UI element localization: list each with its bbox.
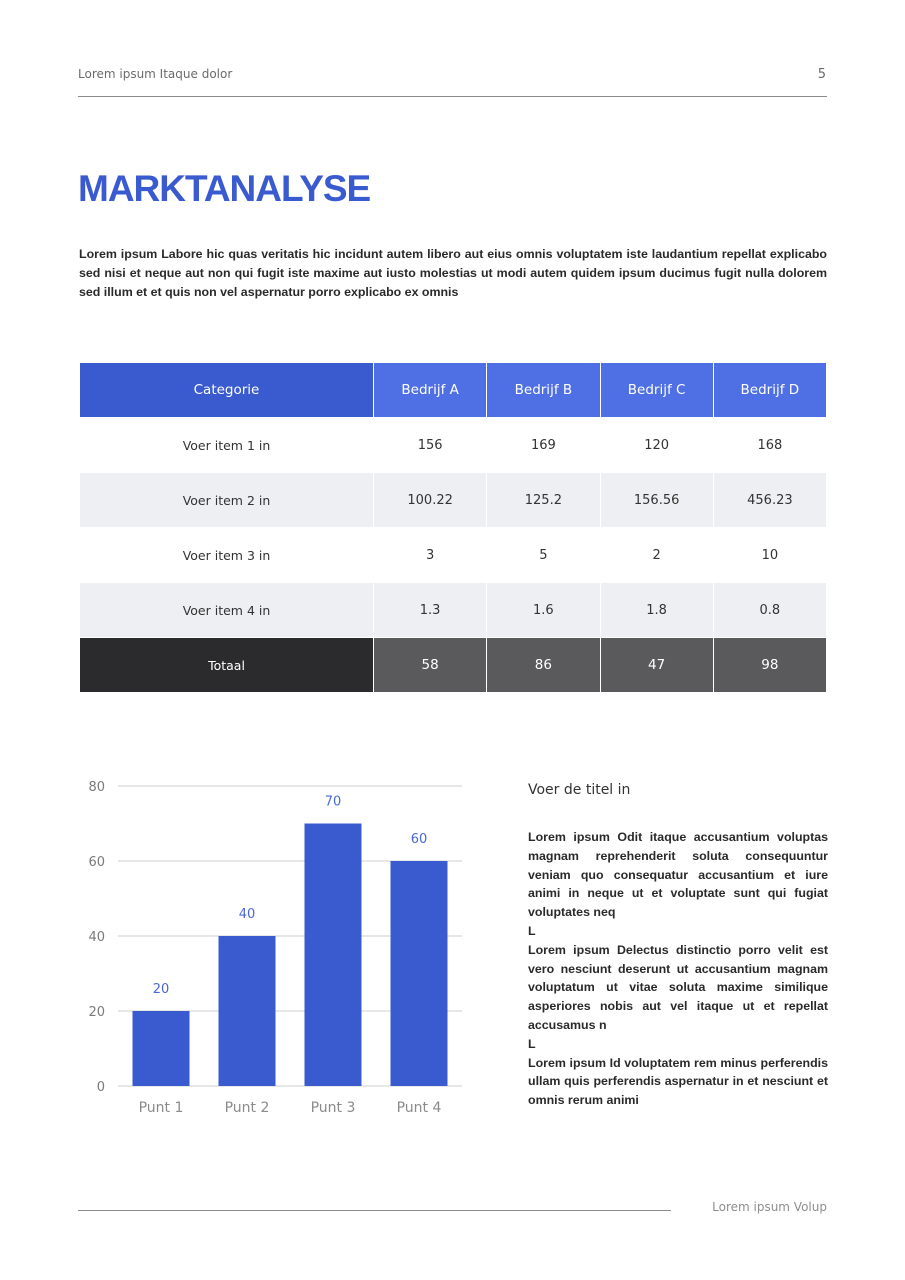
data-label: 20: [152, 982, 170, 997]
table-cell: 1.3: [374, 583, 487, 638]
table-row: [80, 473, 827, 528]
footer-divider: [78, 1210, 671, 1211]
column-header: Bedrijf A: [374, 363, 487, 418]
total-cell: 47: [600, 638, 713, 693]
table-row: [80, 528, 827, 583]
data-label: 70: [324, 794, 342, 810]
table-cell: 100.22: [374, 473, 487, 528]
side-title: Voer de titel in: [528, 782, 631, 798]
side-paragraph: Lorem ipsum Delectus distinctio porro velit est vero nesciunt deserunt ut accusantium magnam voluptatum ut vitae soluta maxime similique asperiores nobis aut vel itaque ut et repellat accusamus n: [528, 942, 828, 1032]
header-divider: [78, 96, 827, 97]
running-header: Lorem ipsum Itaque dolor: [78, 67, 233, 81]
bar-chart: [80, 772, 480, 1122]
column-header: Bedrijf D: [713, 363, 826, 418]
data-label: 60: [410, 832, 428, 847]
page-number: 5: [817, 67, 826, 82]
table-cell: 125.2: [487, 473, 600, 528]
bar: [391, 861, 448, 1086]
column-header: Categorie: [80, 363, 374, 418]
total-label: Totaal: [80, 638, 374, 693]
y-tick-label: 80: [88, 780, 105, 795]
intro-paragraph: Lorem ipsum Labore hic quas veritatis hic incidunt autem libero aut eius omnis voluptatem iste laudantium repellat explicabo sed nisi et neque aut non qui fugit iste maxime aut iusto molestias ut modi autem quidem ipsum ducimus fugit nulla dolorem sed illum et et quis non vel aspernatur porro explicabo ex omnis: [79, 247, 827, 299]
table-cell: 120: [600, 418, 713, 473]
x-tick-label: Punt 3: [310, 1100, 356, 1116]
total-row: [80, 638, 827, 693]
side-paragraph: L: [528, 923, 536, 938]
market-table: [79, 362, 827, 693]
table-cell: 156: [374, 418, 487, 473]
table-cell: 1.6: [487, 583, 600, 638]
x-tick-label: Punt 2: [224, 1100, 270, 1116]
data-label: 40: [238, 907, 256, 922]
column-header: Bedrijf C: [600, 363, 713, 418]
page-title: MARKTANALYSE: [78, 168, 371, 209]
total-cell: 58: [374, 638, 487, 693]
side-paragraph: Lorem ipsum Odit itaque accusantium voluptas magnam reprehenderit soluta consequuntur veniam quo consequatur accusantium et iure animi in neque ut et voluptate sunt qui fugiat voluptates neq: [528, 830, 828, 920]
table-header-row: [80, 363, 827, 418]
table-cell: 2: [600, 528, 713, 583]
bar: [133, 1011, 190, 1086]
total-cell: 86: [487, 638, 600, 693]
x-tick-label: Punt 4: [396, 1100, 442, 1116]
y-tick-label: 40: [88, 930, 105, 945]
row-label: Voer item 4 in: [80, 583, 374, 638]
table-cell: 0.8: [713, 583, 826, 638]
table-cell: 3: [374, 528, 487, 583]
total-cell: 98: [713, 638, 826, 693]
column-header: Bedrijf B: [487, 363, 600, 418]
side-paragraph: Lorem ipsum Id voluptatem rem minus perferendis ullam quis perferendis aspernatur in et nesciunt et omnis rerum animi: [528, 1055, 828, 1108]
running-footer: Lorem ipsum Volup: [712, 1200, 827, 1214]
table-cell: 168: [713, 418, 826, 473]
y-tick-label: 60: [88, 855, 105, 870]
y-tick-label: 0: [96, 1080, 105, 1095]
table-cell: 10: [713, 528, 826, 583]
table-cell: 456.23: [713, 473, 826, 528]
bar-chart-svg: [80, 772, 480, 1122]
bar: [219, 936, 276, 1086]
row-label: Voer item 2 in: [80, 473, 374, 528]
side-text: [528, 828, 828, 1110]
row-label: Voer item 3 in: [80, 528, 374, 583]
row-label: Voer item 1 in: [80, 418, 374, 473]
table-cell: 1.8: [600, 583, 713, 638]
side-paragraph: L: [528, 1036, 536, 1051]
table-cell: 156.56: [600, 473, 713, 528]
table-cell: 5: [487, 528, 600, 583]
table-row: [80, 418, 827, 473]
x-tick-label: Punt 1: [138, 1100, 184, 1116]
table-cell: 169: [487, 418, 600, 473]
y-tick-label: 20: [88, 1005, 105, 1020]
bar: [305, 824, 362, 1087]
table-row: [80, 583, 827, 638]
